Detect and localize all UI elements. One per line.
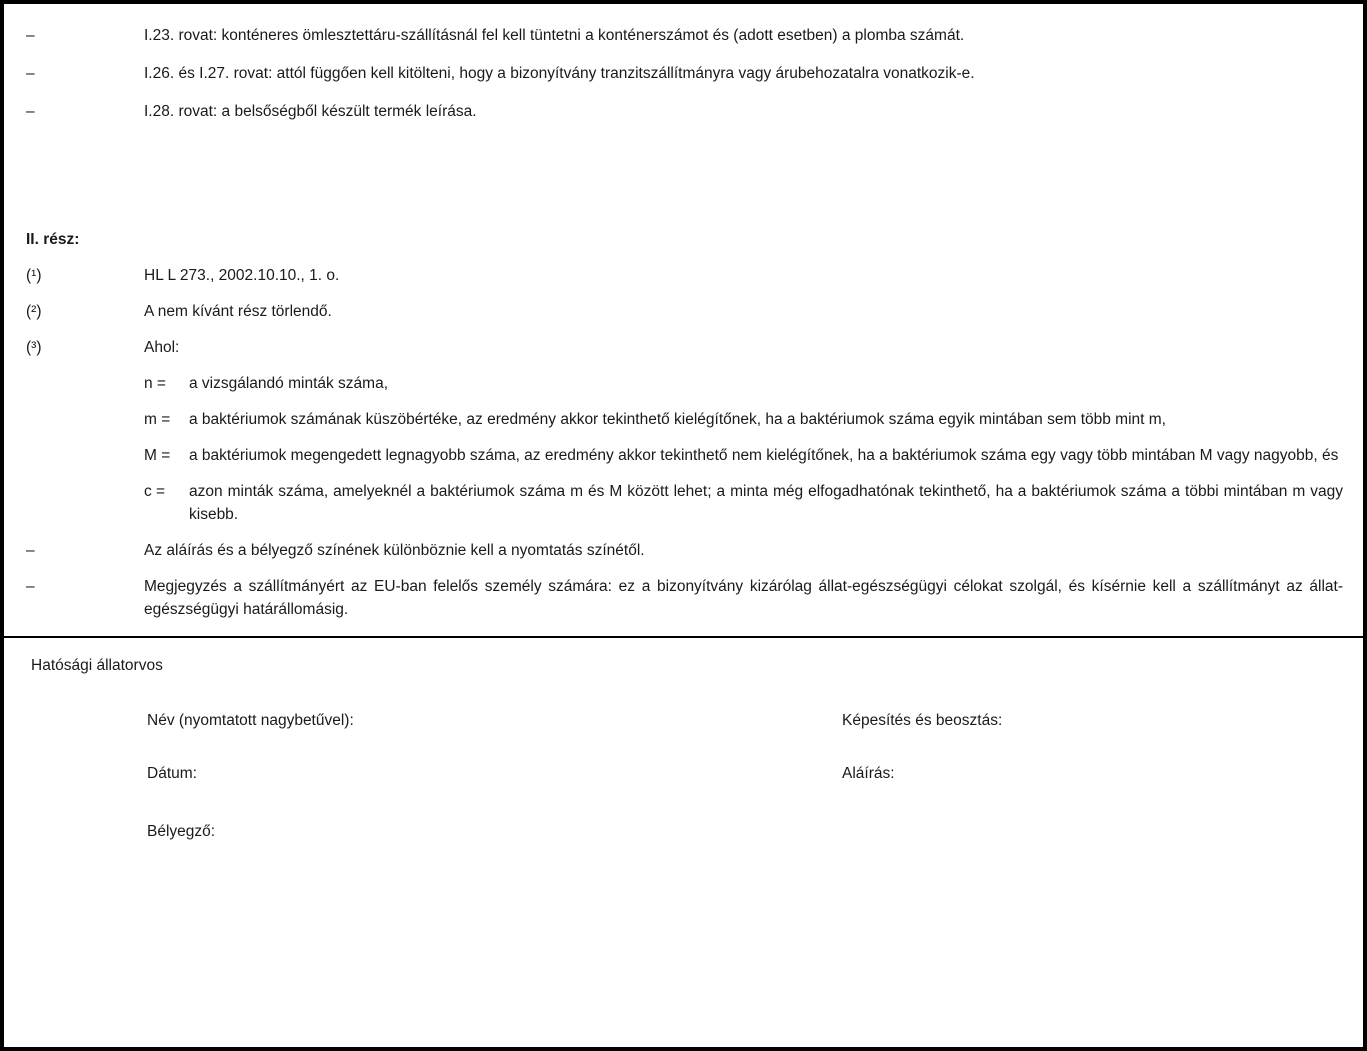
definition-n-text: a vizsgálandó minták száma, [189, 375, 389, 392]
signature-label: Aláírás: [842, 765, 895, 782]
definition-m-lower-symbol: m = [144, 411, 171, 428]
dash-marker: – [26, 103, 35, 120]
definition-m-upper-symbol: M = [144, 447, 171, 464]
stamp-row [31, 820, 1343, 843]
footnote-1-text: HL L 273., 2002.10.10., 1. o. [144, 267, 340, 284]
definition-c-text: azon minták száma, amelyeknél a baktériumok száma m és M között lehet; a minta még elfogadhatónak tekinthető, ha a baktériumok száma a többi mintában m vagy kisebb. [189, 483, 1343, 523]
footnote-2-marker: (²) [26, 303, 42, 320]
note-text-i28: I.28. rovat: a belsőségből készült termék leírása. [144, 103, 477, 120]
note-row-remark-eu-person [26, 575, 1343, 621]
note-text-i23: I.23. rovat: konténeres ömlesztettáru-szállításnál fel kell tüntetni a konténerszámot és (adott esetben) a plomba számát. [144, 27, 965, 44]
notes-and-footnotes-section [4, 4, 1363, 621]
dash-marker: – [26, 578, 35, 595]
note-text-signature-colour: Az aláírás és a bélyegző színének különböznie kell a nyomtatás színétől. [144, 542, 645, 559]
note-row-signature-colour [26, 539, 1343, 562]
definition-m-lower [144, 408, 1343, 431]
date-label: Dátum: [147, 765, 197, 782]
stamp-label: Bélyegző: [147, 823, 216, 840]
name-label: Név (nyomtatott nagybetűvel): [147, 712, 354, 729]
date-signature-row [31, 762, 1343, 785]
dash-marker: – [26, 542, 35, 559]
name-qualification-row [31, 709, 1343, 732]
dash-marker: – [26, 27, 35, 44]
stamp-empty-area [842, 820, 1343, 843]
dash-marker: – [26, 65, 35, 82]
official-veterinarian-title: Hatósági állatorvos [31, 657, 163, 674]
definition-c [144, 480, 1343, 526]
definition-c-symbol: c = [144, 483, 166, 500]
note-row-i26-i27 [26, 62, 1343, 85]
definition-n-symbol: n = [144, 375, 166, 392]
note-row-i28 [26, 100, 1343, 123]
part2-heading: II. rész: [26, 231, 80, 248]
footnote-1 [26, 264, 1343, 287]
official-veterinarian-section [4, 638, 1363, 843]
footnote-3-marker: (³) [26, 339, 42, 356]
definition-m-upper [144, 444, 1343, 467]
footnote-1-marker: (¹) [26, 267, 42, 284]
footnote-2 [26, 300, 1343, 323]
note-row-i23 [26, 24, 1343, 47]
note-text-remark-eu-person: Megjegyzés a szállítmányért az EU-ban felelős személy számára: ez a bizonyítvány kizárólag állat-egészségügyi célokat szolgál, és kísérnie kell a szállítmányt az állat-egészségügyi határállomásig. [144, 578, 1343, 618]
qualification-label: Képesítés és beosztás: [842, 712, 1003, 729]
definition-m-upper-text: a baktériumok megengedett legnagyobb száma, az eredmény akkor tekinthető nem kielégítőnek, ha a baktériumok száma egy vagy több mintában M vagy nagyobb, és [189, 447, 1339, 464]
footnote-2-text: A nem kívánt rész törlendő. [144, 303, 332, 320]
footnote-3-text: Ahol: [144, 339, 180, 356]
definition-n [144, 372, 1343, 395]
note-text-i26-i27: I.26. és I.27. rovat: attól függően kell kitölteni, hogy a bizonyítvány tranzitszállítmányra vagy árubehozatalra vonatkozik-e. [144, 65, 975, 82]
footnote-3 [26, 336, 1343, 359]
definition-m-lower-text: a baktériumok számának küszöbértéke, az eredmény akkor tekinthető kielégítőnek, ha a baktériumok száma egyik mintában sem több mint m, [189, 411, 1166, 428]
